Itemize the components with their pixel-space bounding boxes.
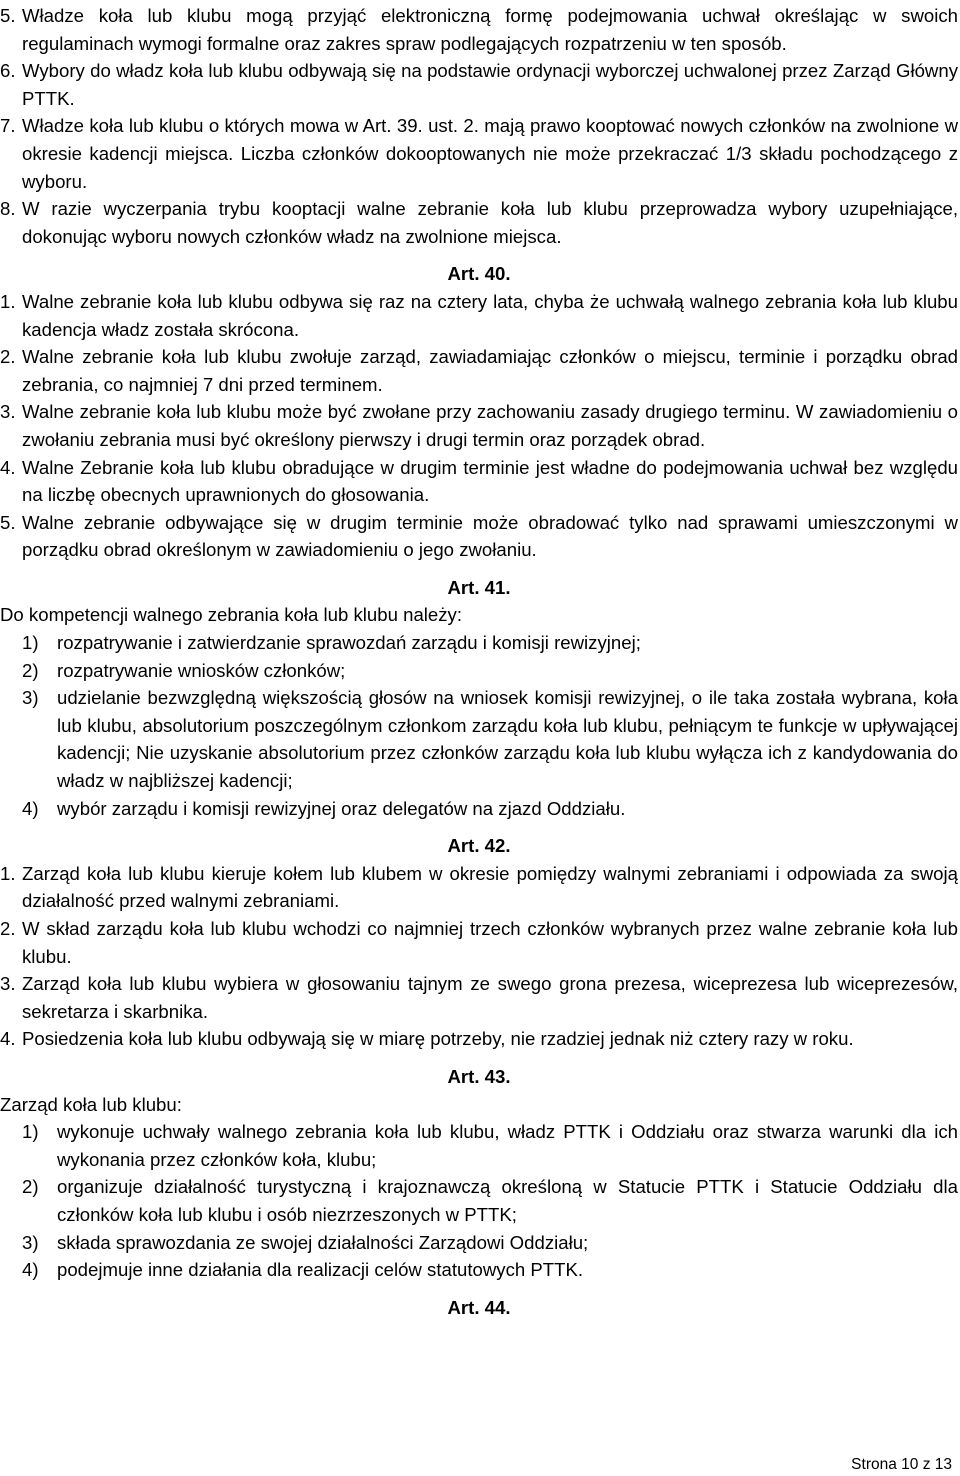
paragraph-number: 1. bbox=[0, 862, 16, 884]
item-text: udzielanie bezwzględną większością głosów na wniosek komisji rewizyjnej, o ile taka została wybrana, koła lub klubu, absolutorium poszczególnym członkom zarządu koła lub klubu, pełniącym te funkcje w upływającej kadencji; Nie uzyskanie absolutorium przez członków zarządu koła lub klubu wyłącza ich z kandydowania do władz w najbliższej kadencji; bbox=[57, 687, 958, 792]
item-number: 1) bbox=[22, 632, 39, 654]
article-44-heading: Art. 44. bbox=[447, 1296, 511, 1318]
paragraph-text: Zarząd koła lub klubu kieruje kołem lub klubem w okresie pomiędzy walnymi zebraniami i odpowiada za swoją działalność przed walnymi zebraniami. bbox=[22, 862, 958, 912]
paragraph-text: Wybory do władz koła lub klubu odbywają się na podstawie ordynacji wyborczej uchwalonej przez Zarząd Główny PTTK. bbox=[22, 60, 958, 109]
art43-item-2 bbox=[0, 1173, 958, 1228]
paragraph-text: Walne Zebranie koła lub klubu obradujące w drugim terminie jest władne do podejmowania uchwał bez względu na liczbę obecnych uprawnionych do głosowania. bbox=[22, 456, 958, 506]
art40-paragraph-4 bbox=[0, 454, 958, 509]
paragraph-number: 3. bbox=[0, 973, 16, 995]
item-text: podejmuje inne działania dla realizacji celów statutowych PTTK. bbox=[57, 1259, 584, 1281]
paragraph-number: 7. bbox=[0, 115, 16, 137]
paragraph-5 bbox=[0, 2, 958, 57]
art43-intro: Zarząd koła lub klubu: bbox=[0, 1093, 182, 1115]
art40-paragraph-2 bbox=[0, 343, 958, 398]
art43-item-1 bbox=[0, 1118, 958, 1173]
document-page bbox=[0, 2, 958, 1321]
item-number: 4) bbox=[22, 1259, 39, 1281]
art42-paragraph-1 bbox=[0, 860, 958, 915]
item-text: wybór zarządu i komisji rewizyjnej oraz delegatów na zjazd Oddziału. bbox=[57, 797, 626, 819]
paragraph-text: Władze koła lub klubu o których mowa w Art. 39. ust. 2. mają prawo kooptować nowych członków na zwolnione w okresie kadencji miejsca. Liczba członków dokooptowanych nie może przekraczać 1/3 składu pochodzącego z wyboru. bbox=[22, 115, 958, 192]
page-number: Strona 10 z 13 bbox=[851, 1456, 952, 1473]
item-text: rozpatrywanie i zatwierdzanie sprawozdań zarządu i komisji rewizyjnej; bbox=[57, 632, 641, 654]
paragraph-text: Walne zebranie koła lub klubu odbywa się raz na cztery lata, chyba że uchwałą walnego zebrania koła lub klubu kadencja władz została skrócona. bbox=[22, 290, 958, 340]
paragraph-text: Walne zebranie koła lub klubu zwołuje zarząd, zawiadamiając członków o miejscu, terminie i porządku obrad zebrania, co najmniej 7 dni przed terminem. bbox=[22, 346, 958, 395]
item-number: 2) bbox=[22, 659, 39, 681]
art42-paragraph-3 bbox=[0, 970, 958, 1025]
article-42-heading: Art. 42. bbox=[447, 835, 511, 857]
art41-item-4 bbox=[0, 795, 958, 823]
article-40-heading: Art. 40. bbox=[447, 263, 511, 285]
art40-paragraph-1 bbox=[0, 288, 958, 343]
paragraph-7 bbox=[0, 112, 958, 195]
item-number: 4) bbox=[22, 797, 39, 819]
paragraph-number: 2. bbox=[0, 918, 16, 939]
paragraph-number: 4. bbox=[0, 456, 16, 478]
art41-item-1 bbox=[0, 629, 958, 657]
art40-paragraph-3 bbox=[0, 398, 958, 453]
item-number: 3) bbox=[22, 687, 39, 709]
article-41-heading: Art. 41. bbox=[447, 576, 511, 598]
art42-paragraph-4 bbox=[0, 1025, 958, 1053]
paragraph-number: 8. bbox=[0, 198, 16, 220]
paragraph-number: 3. bbox=[0, 401, 16, 423]
paragraph-number: 4. bbox=[0, 1028, 16, 1050]
paragraph-number: 1. bbox=[0, 290, 16, 312]
art42-paragraph-2 bbox=[0, 915, 958, 970]
item-text: rozpatrywanie wniosków członków; bbox=[57, 659, 346, 681]
paragraph-text: Walne zebranie koła lub klubu może być zwołane przy zachowaniu zasady drugiego terminu. W zawiadomieniu o zwołaniu zebrania musi być określony pierwszy i drugi termin oraz porządek obrad. bbox=[22, 401, 958, 450]
item-text: organizuje działalność turystyczną i krajoznawczą określoną w Statucie PTTK i Statucie Oddziału dla członków koła lub klubu i osób niezrzeszonych w PTTK; bbox=[57, 1176, 958, 1225]
paragraph-8 bbox=[0, 195, 958, 250]
paragraph-text: Zarząd koła lub klubu wybiera w głosowaniu tajnym ze swego grona prezesa, wiceprezesa lub wiceprezesów, sekretarza i skarbnika. bbox=[22, 973, 958, 1022]
item-number: 1) bbox=[22, 1121, 39, 1143]
art41-item-2 bbox=[0, 657, 958, 685]
paragraph-text: W skład zarządu koła lub klubu wchodzi co najmniej trzech członków wybranych przez walne zebranie koła lub klubu. bbox=[22, 918, 958, 967]
item-number: 2) bbox=[22, 1176, 39, 1198]
art41-intro: Do kompetencji walnego zebrania koła lub klubu należy: bbox=[0, 604, 463, 626]
paragraph-6 bbox=[0, 57, 958, 112]
paragraph-text: Walne zebranie odbywające się w drugim terminie może obradować tylko nad sprawami umieszczonymi w porządku obrad określonym w zawiadomieniu o jego zwołaniu. bbox=[22, 511, 958, 561]
art41-item-3 bbox=[0, 684, 958, 794]
paragraph-number: 6. bbox=[0, 60, 16, 82]
art43-item-3 bbox=[0, 1229, 958, 1257]
item-text: składa sprawozdania ze swojej działalności Zarządowi Oddziału; bbox=[57, 1231, 589, 1253]
paragraph-number: 2. bbox=[0, 346, 16, 368]
paragraph-text: Posiedzenia koła lub klubu odbywają się w miarę potrzeby, nie rzadziej jednak niż cztery razy w roku. bbox=[22, 1028, 854, 1050]
paragraph-text: Władze koła lub klubu mogą przyjąć elektroniczną formę podejmowania uchwał określając w swoich regulaminach wymogi formalne oraz zakres spraw podlegających rozpatrzeniu w ten sposób. bbox=[22, 5, 958, 54]
item-text: wykonuje uchwały walnego zebrania koła lub klubu, władz PTTK i Oddziału oraz stwarza warunki dla ich wykonania przez członków koła, klubu; bbox=[57, 1121, 958, 1170]
paragraph-number: 5. bbox=[0, 511, 16, 533]
paragraph-number: 5. bbox=[0, 5, 16, 26]
art40-paragraph-5 bbox=[0, 509, 958, 564]
article-43-heading: Art. 43. bbox=[447, 1065, 511, 1087]
paragraph-text: W razie wyczerpania trybu kooptacji walne zebranie koła lub klubu przeprowadza wybory uzupełniające, dokonując wyboru nowych członków władz na zwolnione miejsca. bbox=[22, 198, 958, 247]
item-number: 3) bbox=[22, 1231, 39, 1253]
art43-item-4 bbox=[0, 1256, 958, 1284]
